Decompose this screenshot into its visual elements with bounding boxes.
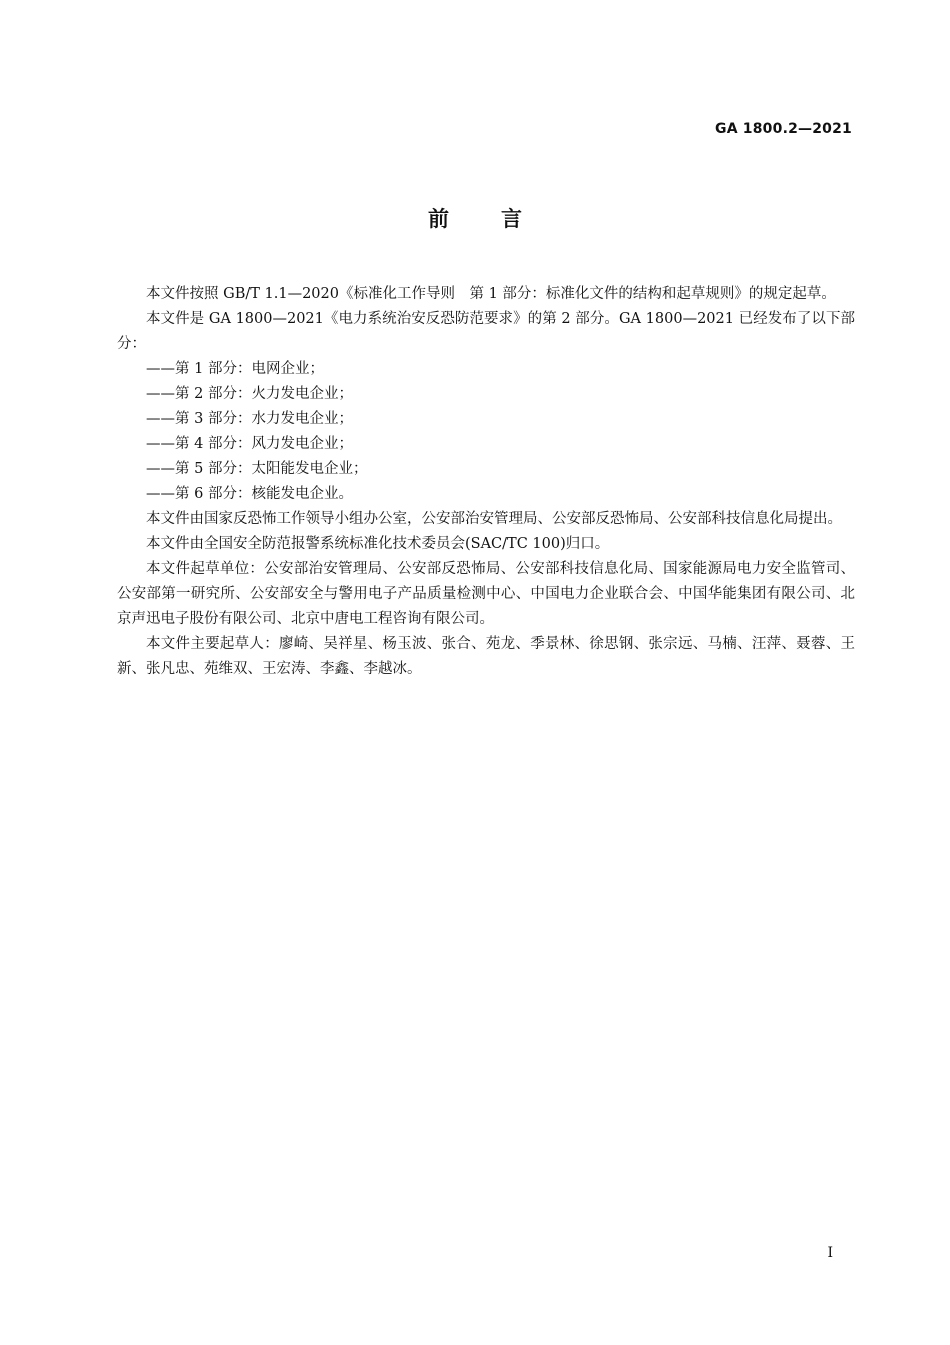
list-item: ——第 3 部分：水力发电企业； <box>146 411 353 427</box>
document-code: GA 1800.2—2021 <box>715 121 852 137</box>
list-item: ——第 6 部分：核能发电企业。 <box>146 486 353 502</box>
paragraph-committee: 本文件由全国安全防范报警系统标准化技术委员会(SAC/TC 100)归口。 <box>146 536 610 552</box>
list-item: ——第 4 部分：风力发电企业； <box>146 436 353 452</box>
page-number: I <box>827 1245 833 1261</box>
list-item: ——第 2 部分：火力发电企业； <box>146 386 353 402</box>
list-item: ——第 1 部分：电网企业； <box>146 361 324 377</box>
paragraph-proposer: 本文件由国家反恐怖工作领导小组办公室，公安部治安管理局、公安部反恐怖局、公安部科技信息化局提出。 <box>146 511 842 527</box>
paragraph-drafting-rules: 本文件按照 GB/T 1.1—2020《标准化工作导则 第 1 部分：标准化文件的结构和起草规则》的规定起草。 <box>146 286 836 302</box>
paragraph-drafters: 本文件主要起草人：廖崎、吴祥星、杨玉波、张合、苑龙、季景林、徐思钢、张宗远、马楠、汪萍、聂蓉、王新、张凡忠、苑维双、王宏涛、李鑫、李越冰。 <box>117 636 855 677</box>
parts-list <box>117 357 855 507</box>
paragraph-series-intro: 本文件是 GA 1800—2021《电力系统治安反恐防范要求》的第 2 部分。GA 1800—2021 已经发布了以下部分： <box>117 311 855 352</box>
page-title: 前言 <box>428 207 574 231</box>
paragraph-drafting-units: 本文件起草单位：公安部治安管理局、公安部反恐怖局、公安部科技信息化局、国家能源局电力安全监管司、公安部第一研究所、公安部安全与警用电子产品质量检测中心、中国电力企业联合会、中国华能集团有限公司、北京声迅电子股份有限公司、北京中唐电工程咨询有限公司。 <box>117 561 855 627</box>
list-item: ——第 5 部分：太阳能发电企业； <box>146 461 368 477</box>
foreword-body <box>117 282 855 682</box>
